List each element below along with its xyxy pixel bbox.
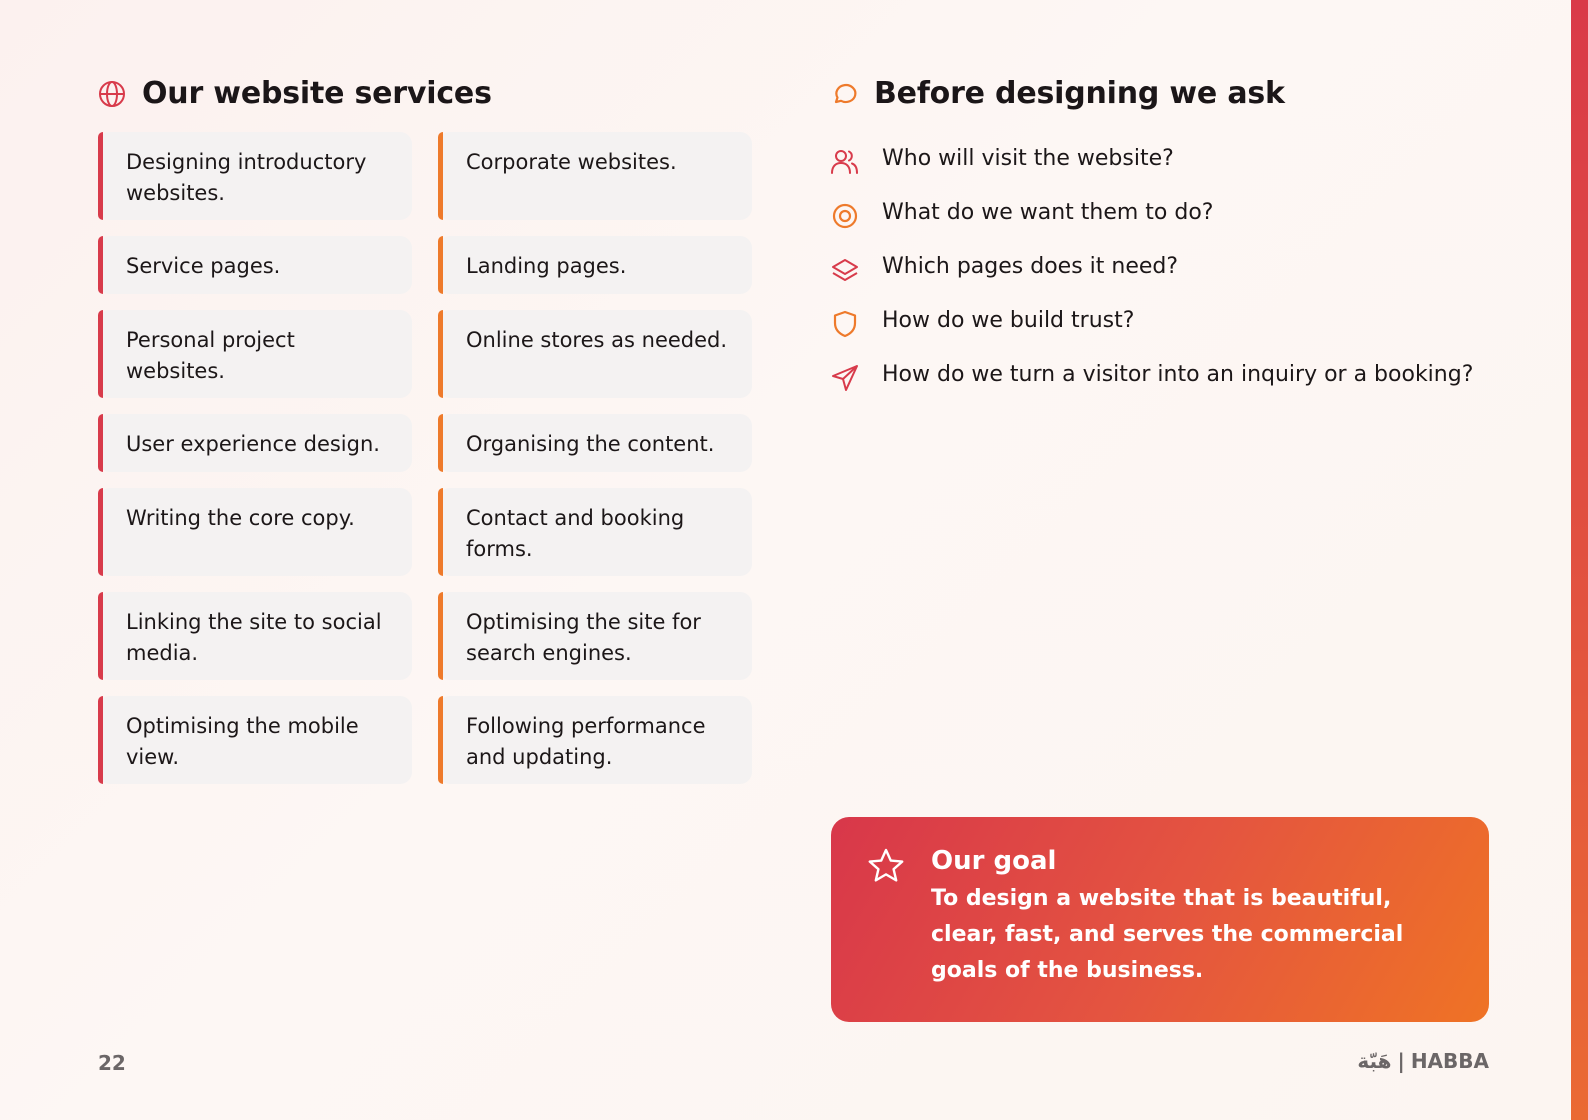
send-icon	[830, 363, 860, 393]
accent-edge-band	[1571, 0, 1588, 1120]
service-card	[98, 414, 412, 472]
service-label: Linking the site to social media.	[126, 610, 382, 665]
service-label: Contact and booking forms.	[466, 506, 685, 561]
service-card	[438, 236, 752, 294]
services-heading	[98, 76, 492, 111]
service-label: Following performance and updating.	[466, 714, 706, 769]
service-label: Corporate websites.	[466, 150, 677, 174]
brand-arabic: هَبّة	[1357, 1049, 1392, 1073]
goal-text: To design a website that is beautiful, clear, fast, and serves the commercial goals of the business.	[931, 886, 1404, 983]
services-grid	[98, 132, 754, 800]
service-label: Service pages.	[126, 254, 281, 278]
users-icon	[830, 147, 860, 177]
question-item	[830, 347, 1530, 401]
service-label: Optimising the site for search engines.	[466, 610, 701, 665]
question-label: Which pages does it need?	[882, 253, 1179, 279]
services-title: Our website services	[142, 76, 492, 111]
service-card	[438, 132, 752, 220]
goal-title: Our goal	[931, 846, 1057, 876]
page-number: 22	[98, 1051, 126, 1075]
service-card	[98, 592, 412, 680]
questions-heading	[832, 76, 1285, 111]
service-card	[98, 132, 412, 220]
questions-title: Before designing we ask	[874, 76, 1285, 111]
service-card	[98, 310, 412, 398]
question-label: How do we turn a visitor into an inquiry or a booking?	[882, 361, 1474, 387]
shield-icon	[830, 309, 860, 339]
star-icon	[867, 847, 905, 885]
service-label: Writing the core copy.	[126, 506, 355, 530]
brand-latin: HABBA	[1410, 1049, 1489, 1073]
service-card	[98, 488, 412, 576]
question-label: What do we want them to do?	[882, 199, 1214, 225]
speech-bubble-icon	[832, 81, 858, 107]
service-card	[438, 414, 752, 472]
question-item	[830, 185, 1530, 239]
layers-icon	[830, 255, 860, 285]
service-card	[438, 592, 752, 680]
brand-mark	[1357, 1049, 1489, 1073]
brand-separator: |	[1397, 1049, 1405, 1073]
goal-card	[831, 817, 1489, 1022]
service-label: Online stores as needed.	[466, 328, 728, 352]
service-label: Personal project websites.	[126, 328, 295, 383]
question-item	[830, 293, 1530, 347]
service-label: User experience design.	[126, 432, 380, 456]
question-item	[830, 239, 1530, 293]
service-card	[438, 310, 752, 398]
target-icon	[830, 201, 860, 231]
service-card	[438, 488, 752, 576]
service-label: Optimising the mobile view.	[126, 714, 359, 769]
question-label: How do we build trust?	[882, 307, 1135, 333]
service-card	[438, 696, 752, 784]
service-card	[98, 236, 412, 294]
question-label: Who will visit the website?	[882, 145, 1174, 171]
service-label: Landing pages.	[466, 254, 627, 278]
service-label: Organising the content.	[466, 432, 715, 456]
globe-icon	[98, 80, 126, 108]
question-item	[830, 131, 1530, 185]
service-card	[98, 696, 412, 784]
questions-list	[830, 131, 1530, 401]
service-label: Designing introductory websites.	[126, 150, 367, 205]
